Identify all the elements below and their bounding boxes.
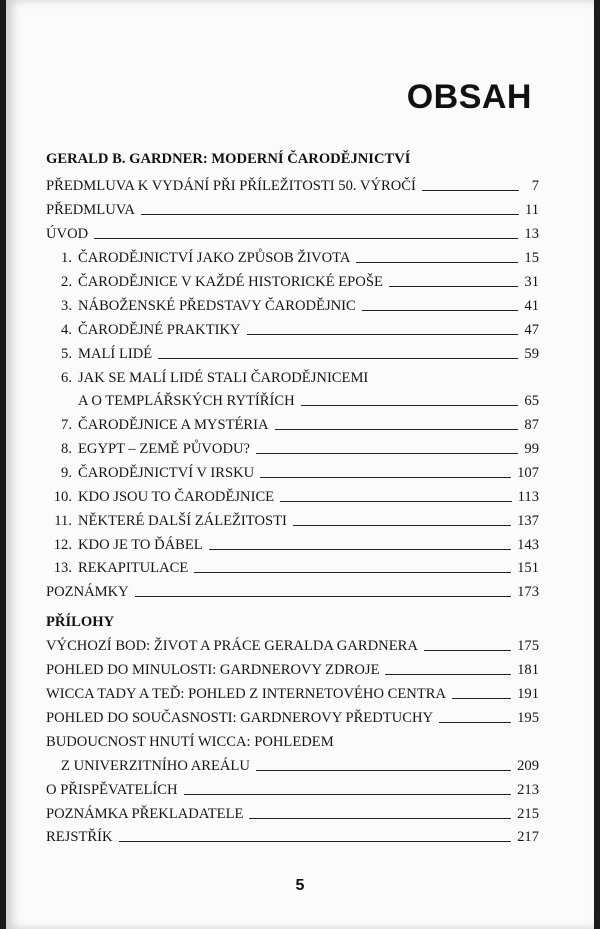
- toc-entry: POZNÁMKA PŘEKLADATELE 215: [46, 806, 539, 822]
- toc-entry: POHLED DO MINULOSTI: GARDNEROVY ZDROJE 181: [46, 662, 539, 678]
- section-title: PŘÍLOHY: [46, 614, 115, 630]
- toc-entry-multiline-first: BUDOUCNOST HNUTÍ WICCA: POHLEDEM: [46, 734, 334, 750]
- toc-entry: 1. ČARODĚJNICTVÍ JAKO ZPŮSOB ŽIVOTA 15: [61, 250, 539, 266]
- toc-entry: 2. ČARODĚJNICE V KAŽDÉ HISTORICKÉ EPOŠE 31: [61, 274, 539, 290]
- toc-entry: 12. KDO JE TO ĎÁBEL 143: [53, 537, 539, 553]
- toc-entry: ÚVOD 13: [46, 226, 539, 242]
- toc-entry: 10. KDO JSOU TO ČARODĚJNICE 113: [53, 489, 539, 505]
- toc-entry: REJSTŘÍK 217: [46, 829, 539, 845]
- book-page: [6, 0, 594, 929]
- toc-entry: 3. NÁBOŽENSKÉ PŘEDSTAVY ČARODĚJNIC 41: [61, 298, 539, 314]
- toc-entry: POZNÁMKY 173: [46, 584, 539, 600]
- toc-entry: 11. NĚKTERÉ DALŠÍ ZÁLEŽITOSTI 137: [54, 513, 539, 529]
- toc-entry: PŘEDMLUVA 11: [46, 202, 539, 218]
- page-number: 5: [295, 877, 305, 894]
- toc-entry: 9. ČARODĚJNICTVÍ V IRSKU 107: [61, 465, 539, 481]
- toc-entry: POHLED DO SOUČASNOSTI: GARDNEROVY PŘEDTUCHY 195: [46, 710, 539, 726]
- toc-entry-multiline-second: Z UNIVERZITNÍHO AREÁLU 209: [61, 758, 539, 774]
- toc-entry: 8. EGYPT – ZEMĚ PŮVODU? 99: [61, 441, 539, 457]
- toc-entry: PŘEDMLUVA K VYDÁNÍ PŘI PŘÍLEŽITOSTI 50. VÝROČÍ 7: [46, 178, 539, 194]
- toc-entry: O PŘISPĚVATELÍCH 213: [46, 782, 539, 798]
- toc-entry: 4. ČARODĚJNÉ PRAKTIKY 47: [61, 322, 539, 338]
- toc-entry: WICCA TADY A TEĎ: POHLED Z INTERNETOVÉHO CENTRA 191: [46, 686, 539, 702]
- toc-entry: 13. REKAPITULACE 151: [53, 560, 539, 576]
- toc-entry: 5. MALÍ LIDÉ 59: [61, 346, 539, 362]
- toc-entry: 7. ČARODĚJNICE A MYSTÉRIA 87: [61, 417, 539, 433]
- page-heading: OBSAH: [406, 78, 532, 116]
- toc-entry: VÝCHOZÍ BOD: ŽIVOT A PRÁCE GERALDA GARDNERA 175: [46, 638, 539, 654]
- section-title: GERALD B. GARDNER: MODERNÍ ČARODĚJNICTVÍ: [46, 151, 411, 167]
- toc-entry-multiline-first: 6. JAK SE MALÍ LIDÉ STALI ČARODĚJNICEMI: [61, 370, 369, 386]
- toc-entry-multiline-second: A O TEMPLÁŘSKÝCH RYTÍŘÍCH 65: [78, 393, 539, 409]
